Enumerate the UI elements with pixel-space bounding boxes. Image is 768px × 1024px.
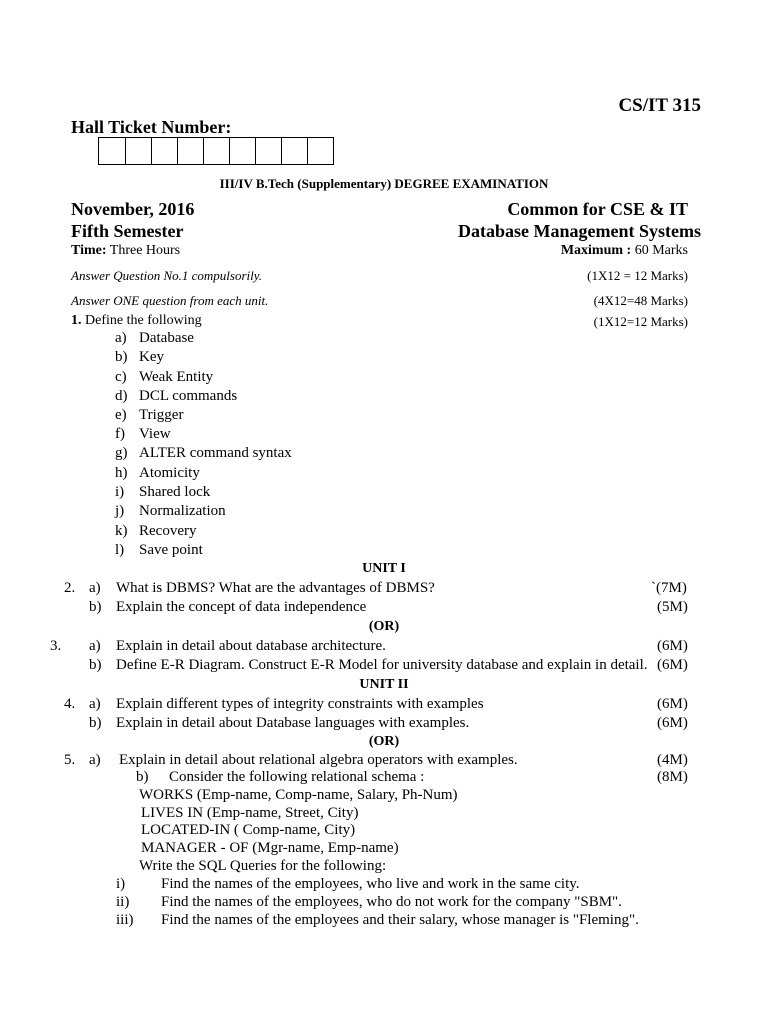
- item-label: j): [115, 503, 125, 519]
- question-marks: (6M): [657, 657, 688, 673]
- ticket-digit-box[interactable]: [99, 138, 125, 164]
- sub-label: a): [89, 580, 101, 596]
- subject-name: Database Management Systems: [458, 221, 701, 241]
- hall-ticket-label: Hall Ticket Number:: [71, 117, 232, 137]
- list-item-text: Normalization: [139, 503, 226, 519]
- item-label: f): [115, 426, 125, 442]
- exam-title: III/IV B.Tech (Supplementary) DEGREE EXAMINATION: [219, 176, 549, 191]
- list-item-text: Atomicity: [139, 465, 200, 481]
- item-label: d): [115, 388, 128, 404]
- sub-label: a): [89, 638, 101, 654]
- question-marks: (6M): [657, 638, 688, 654]
- hall-ticket-boxes[interactable]: [98, 137, 334, 165]
- item-label: a): [115, 330, 127, 346]
- query-label: ii): [116, 894, 130, 910]
- question-text: Explain in detail about database architecture.: [116, 638, 386, 654]
- question-text: Consider the following relational schema :: [169, 769, 425, 785]
- list-item-text: ALTER command syntax: [139, 445, 292, 461]
- list-item-text: Database: [139, 330, 194, 346]
- max-label: Maximum :: [560, 243, 632, 258]
- list-item: [115, 369, 127, 386]
- schema-line: LIVES IN (Emp-name, Street, City): [141, 805, 359, 821]
- list-item-text: DCL commands: [139, 388, 238, 404]
- instruction-unit: Answer ONE question from each unit.: [71, 293, 269, 308]
- list-item: [115, 388, 128, 405]
- list-item: [115, 349, 128, 366]
- or-divider: (OR): [368, 734, 400, 749]
- question-text: Explain in detail about relational algebra operators with examples.: [119, 752, 518, 768]
- ticket-digit-box[interactable]: [229, 138, 255, 164]
- query-label: i): [116, 876, 126, 892]
- question-text: Explain different types of integrity constraints with examples: [116, 696, 484, 712]
- item-label: b): [115, 349, 128, 365]
- list-item-text: Shared lock: [139, 484, 211, 500]
- list-item: [115, 330, 127, 347]
- question-marks: (8M): [657, 769, 688, 785]
- instruction-marks: (4X12=48 Marks): [593, 293, 688, 308]
- question-number: 1.: [71, 313, 82, 328]
- question-number: 4.: [64, 696, 76, 712]
- query-label: iii): [116, 912, 134, 928]
- ticket-digit-box[interactable]: [125, 138, 151, 164]
- question-marks: (6M): [657, 696, 688, 712]
- or-divider: (OR): [368, 619, 400, 634]
- sub-label: b): [89, 657, 102, 673]
- question-marks: (5M): [657, 599, 688, 615]
- list-item: [115, 523, 128, 540]
- question-text: Explain in detail about Database languages with examples.: [116, 715, 470, 731]
- question-number: 3.: [50, 638, 62, 654]
- ticket-digit-box[interactable]: [281, 138, 307, 164]
- item-label: e): [115, 407, 127, 423]
- ticket-digit-box[interactable]: [151, 138, 177, 164]
- unit-title: UNIT I: [362, 561, 406, 576]
- instruction-compulsory: Answer Question No.1 compulsorily.: [71, 268, 263, 283]
- ticket-digit-box[interactable]: [307, 138, 333, 164]
- ticket-digit-box[interactable]: [255, 138, 281, 164]
- question-text: Explain the concept of data independence: [116, 599, 367, 615]
- instruction-marks: (1X12 = 12 Marks): [587, 268, 688, 283]
- item-label: h): [115, 465, 128, 481]
- max-marks-line: [561, 243, 688, 259]
- exam-date: November, 2016: [71, 199, 195, 219]
- list-item-text: Recovery: [139, 523, 197, 539]
- question-text: What is DBMS? What are the advantages of DBMS?: [116, 580, 435, 596]
- list-item-text: Trigger: [139, 407, 184, 423]
- list-item: [115, 445, 128, 462]
- question-marks: (1X12=12 Marks): [593, 314, 688, 329]
- list-item: [115, 465, 128, 482]
- semester: Fifth Semester: [71, 221, 184, 241]
- question-marks: (6M): [657, 715, 688, 731]
- ticket-digit-box[interactable]: [203, 138, 229, 164]
- schema-line: LOCATED-IN ( Comp-name, City): [141, 822, 356, 838]
- list-item: [115, 426, 125, 443]
- ticket-digit-box[interactable]: [177, 138, 203, 164]
- query-text: Find the names of the employees, who live and work in the same city.: [161, 876, 580, 892]
- question-text: Define E-R Diagram. Construct E-R Model for university database and explain in detail.: [116, 657, 648, 673]
- item-label: c): [115, 369, 127, 385]
- sub-label: b): [89, 715, 102, 731]
- schema-line: WORKS (Emp-name, Comp-name, Salary, Ph-Num): [139, 787, 458, 803]
- max-value: 60 Marks: [634, 243, 688, 258]
- question-1: [71, 313, 202, 329]
- schema-line: MANAGER - OF (Mgr-name, Emp-name): [141, 840, 399, 856]
- common-for: Common for CSE & IT: [507, 199, 688, 219]
- sub-label: a): [89, 696, 101, 712]
- paper-code: CS/IT 315: [618, 95, 701, 116]
- unit-title: UNIT II: [359, 677, 409, 692]
- question-number: 5.: [64, 752, 76, 768]
- time-value: Three Hours: [109, 243, 181, 258]
- question-marks: `(7M): [651, 580, 687, 596]
- list-item: [115, 542, 124, 559]
- item-label: i): [115, 484, 125, 500]
- item-label: k): [115, 523, 128, 539]
- list-item-text: Save point: [139, 542, 203, 558]
- query-text: Find the names of the employees, who do not work for the company "SBM".: [161, 894, 622, 910]
- sub-label: a): [89, 752, 101, 768]
- list-item-text: Key: [139, 349, 164, 365]
- item-label: l): [115, 542, 125, 558]
- time-label: Time:: [71, 243, 107, 258]
- list-item-text: View: [139, 426, 171, 442]
- question-marks: (4M): [657, 752, 688, 768]
- list-item: [115, 407, 127, 424]
- question-number: 2.: [64, 580, 76, 596]
- sub-label: b): [89, 599, 102, 615]
- time-line: [71, 243, 180, 259]
- list-item-text: Weak Entity: [139, 369, 214, 385]
- question-text: Define the following: [85, 313, 202, 328]
- list-item: [115, 484, 124, 501]
- item-label: g): [115, 445, 128, 461]
- sql-prompt: Write the SQL Queries for the following:: [139, 858, 387, 874]
- query-text: Find the names of the employees and their salary, whose manager is "Fleming".: [161, 912, 639, 928]
- sub-label: b): [136, 769, 149, 785]
- list-item: [115, 503, 124, 520]
